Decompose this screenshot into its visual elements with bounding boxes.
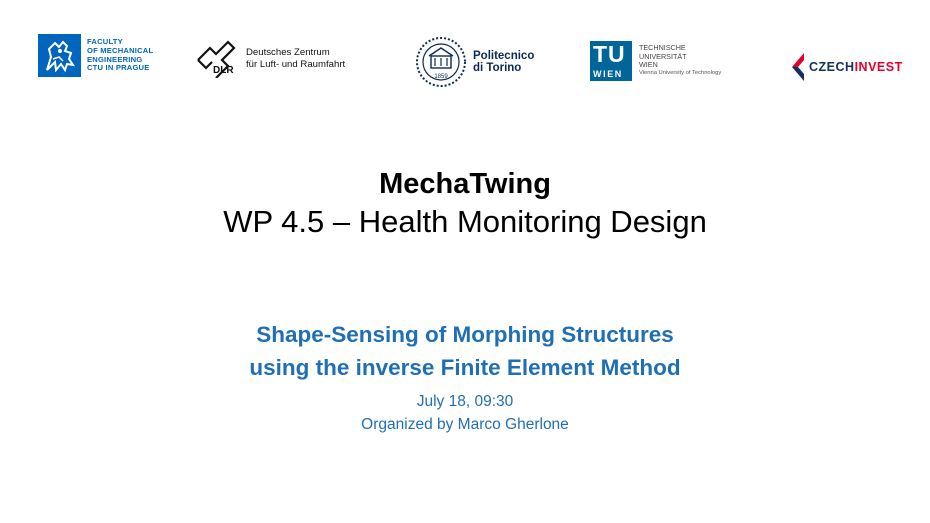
dlr-wings-icon <box>196 40 240 78</box>
talk-organizer: Organized by Marco Gherlone <box>361 416 569 433</box>
polito-seal-year: 1859 <box>434 74 448 80</box>
tuwien-line-3: WIEN <box>639 60 658 69</box>
ctu-line-1: FACULTY <box>87 37 123 47</box>
ctu-line-4: CTU IN PRAGUE <box>87 63 150 73</box>
tuwien-logo <box>590 41 721 81</box>
czechinvest-chevron-icon <box>790 52 806 82</box>
tuwien-line-1: TECHNISCHE <box>639 43 686 53</box>
tuwien-line-2: UNIVERSITÄT <box>639 51 687 61</box>
polito-seal-icon <box>415 36 467 88</box>
ctu-logo <box>38 34 153 77</box>
tuwien-badge-bottom: WIEN <box>593 69 623 79</box>
talk-block <box>0 318 930 436</box>
talk-title-line-2: using the inverse Finite Element Method <box>249 355 681 380</box>
dlr-logo <box>196 40 345 78</box>
polito-line-1: Politecnico <box>473 50 535 62</box>
tuwien-badge <box>590 41 632 81</box>
polito-line-2: di Torino <box>473 62 522 74</box>
project-title: MechaTwing <box>379 168 551 200</box>
polito-logo <box>415 36 534 88</box>
ctu-lion-icon <box>38 34 81 77</box>
czechinvest-part-1: CZECH <box>809 60 855 74</box>
title-block <box>0 166 930 242</box>
czechinvest-part-2: INVEST <box>854 60 903 74</box>
tuwien-badge-top: TU <box>593 41 626 67</box>
ctu-line-3: ENGINEERING <box>87 54 143 64</box>
czechinvest-logo <box>790 52 903 82</box>
project-subtitle: WP 4.5 – Health Monitoring Design <box>223 204 707 239</box>
dlr-mark-label: DLR <box>213 65 234 76</box>
dlr-line-1: Deutsches Zentrum <box>246 47 330 58</box>
dlr-line-2: für Luft- und Raumfahrt <box>246 59 346 70</box>
talk-date: July 18, 09:30 <box>416 393 514 410</box>
ctu-line-2: OF MECHANICAL <box>87 45 154 55</box>
tuwien-tagline: Vienna University of Technology <box>639 70 722 77</box>
talk-title-line-1: Shape-Sensing of Morphing Structures <box>256 322 674 347</box>
